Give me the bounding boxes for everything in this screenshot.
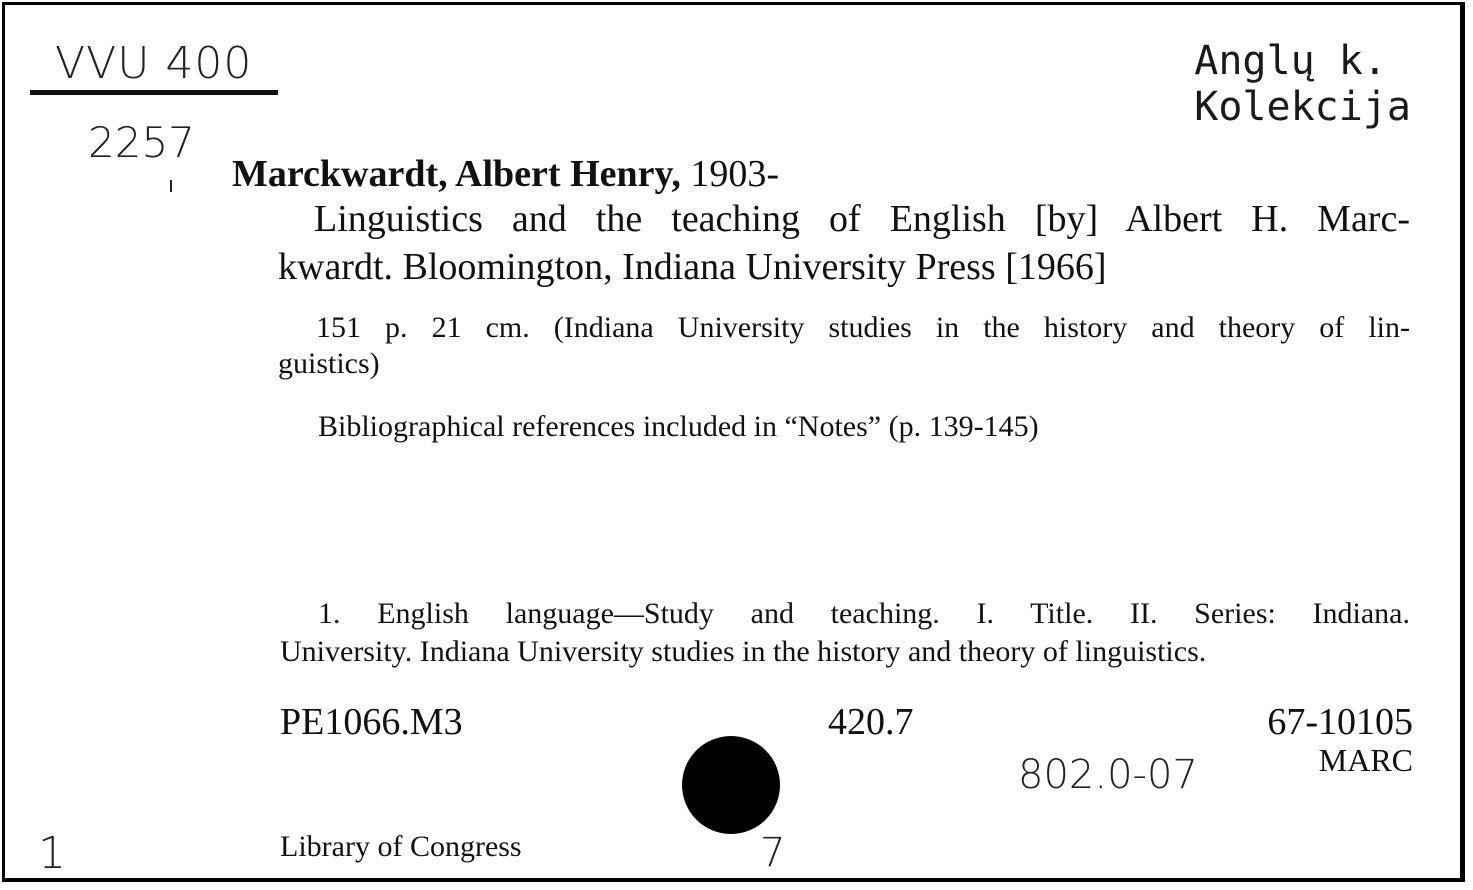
handwritten-udc-number: 802.0-07: [1018, 752, 1198, 798]
collation: [278, 310, 1410, 382]
author-name: Marckwardt, Albert Henry,: [232, 153, 681, 195]
bibliography-note: Bibliographical references included in “Notes” (p. 139-145): [318, 410, 1039, 443]
pencil-tick-mark: [170, 180, 172, 192]
handwritten-number-1: 1: [38, 828, 66, 879]
collation-line-2: guistics): [278, 347, 380, 380]
accession-number: 2257: [88, 118, 195, 167]
card-number: 67-10105: [1267, 701, 1413, 743]
tracings-line-1: 1. English language—Study and teaching. I. Title. II. Series: Indiana.: [318, 597, 1410, 630]
marc-label: MARC: [1318, 742, 1413, 778]
title-line-2: kwardt. Bloomington, Indiana University Press [1966]: [278, 246, 1107, 288]
lc-call-number: PE1066.M3: [280, 701, 463, 743]
library-of-congress-label: Library of Congress: [280, 830, 522, 863]
collation-line-1: 151 p. 21 cm. (Indiana University studies in the history and theory of lin-: [316, 311, 1410, 344]
author-dates: 1903-: [680, 153, 780, 195]
shelf-mark: VVU 400: [55, 38, 253, 89]
collection-stamp: [1194, 38, 1411, 130]
subject-tracings: [280, 595, 1410, 671]
title-statement: [278, 195, 1410, 291]
title-line-1: Linguistics and the teaching of English [by] Albert H. Marc-: [314, 198, 1410, 240]
author-heading: [232, 152, 779, 196]
collection-line-2: Kolekcija: [1194, 84, 1411, 130]
punch-hole: [682, 736, 780, 834]
handwritten-number-7: 7: [760, 830, 786, 876]
tracings-line-2: University. Indiana University studies in the history and theory of linguistics.: [280, 635, 1207, 668]
dewey-number: 420.7: [828, 701, 914, 743]
shelf-mark-underline: [30, 90, 278, 95]
collection-line-1: Anglų k.: [1194, 38, 1387, 84]
